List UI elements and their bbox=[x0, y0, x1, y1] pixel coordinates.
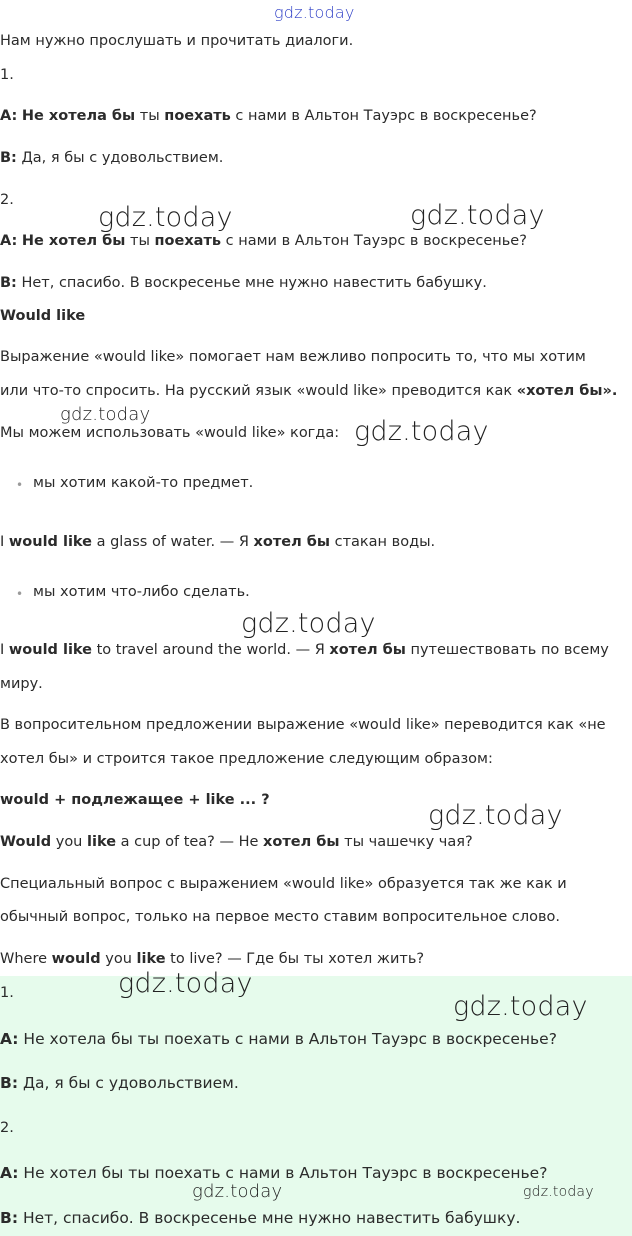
bold-phrase: like bbox=[136, 951, 166, 967]
text-part: ты чашечку чая? bbox=[339, 834, 473, 850]
text-part: с нами в Альтон Тауэрс в воскресенье? bbox=[221, 233, 527, 249]
speaker-a-label: A: bbox=[0, 1164, 19, 1182]
dialog-1-line-b bbox=[0, 150, 223, 166]
theory-heading: Would like bbox=[0, 308, 86, 324]
theory-p4-line1: Специальный вопрос с выражением «would like» образуется так же как и bbox=[0, 876, 567, 892]
text-part: I bbox=[0, 534, 9, 550]
text-part: Нет, спасибо. В воскресенье мне нужно навестить бабушку. bbox=[16, 275, 487, 291]
text-part: Не хотел бы ты поехать с нами в Альтон Тауэрс в воскресенье? bbox=[18, 1164, 548, 1182]
speaker-b-label: B: bbox=[0, 1209, 19, 1227]
bold-phrase: would like bbox=[8, 642, 92, 658]
watermark: gdz.today bbox=[410, 200, 545, 231]
dialog-1-number: 1. bbox=[0, 67, 14, 83]
speaker-b-label: B: bbox=[0, 275, 17, 291]
bullet-item-2: мы хотим что-либо сделать. bbox=[33, 584, 250, 600]
text-part: to live? — Где бы ты хотел жить? bbox=[165, 951, 425, 967]
watermark: gdz.today bbox=[523, 1184, 594, 1200]
bold-phrase: поехать bbox=[154, 233, 222, 249]
theory-p3-line2: хотел бы» и строится такое предложение следующим образом: bbox=[0, 751, 493, 767]
text-part: you bbox=[51, 834, 87, 850]
answer-number-2: 2. bbox=[0, 1120, 14, 1136]
speaker-a-label: A: bbox=[0, 108, 18, 124]
example-4 bbox=[0, 951, 424, 967]
watermark: gdz.today bbox=[453, 991, 588, 1022]
bold-phrase: would like bbox=[8, 534, 92, 550]
bold-phrase: Would bbox=[0, 834, 52, 850]
speaker-a-label: A: bbox=[0, 233, 18, 249]
bold-phrase: Не хотел бы bbox=[21, 233, 126, 249]
answer-line-b2 bbox=[0, 1209, 520, 1227]
text-part: стакан воды. bbox=[330, 534, 436, 550]
text-part: I bbox=[0, 642, 9, 658]
bold-phrase: would bbox=[51, 951, 101, 967]
watermark: gdz.today bbox=[192, 1181, 283, 1202]
speaker-a-label: A: bbox=[0, 1030, 19, 1048]
example-3 bbox=[0, 834, 473, 850]
text-part: с нами в Альтон Тауэрс в воскресенье? bbox=[230, 108, 537, 124]
bold-phrase: Не хотела бы bbox=[21, 108, 136, 124]
dialog-2-number: 2. bbox=[0, 192, 14, 208]
watermark: gdz.today bbox=[274, 3, 355, 22]
text-part: a cup of tea? — Не bbox=[116, 834, 264, 850]
bullet-item-1: мы хотим какой-то предмет. bbox=[33, 475, 254, 491]
text-part: путешествовать по всему bbox=[405, 642, 609, 658]
formula: would + подлежащее + like ... ? bbox=[0, 792, 270, 808]
watermark: gdz.today bbox=[428, 800, 563, 831]
speaker-b-label: B: bbox=[0, 150, 17, 166]
watermark: gdz.today bbox=[118, 968, 253, 999]
dialog-2-line-b bbox=[0, 275, 487, 291]
example-1 bbox=[0, 534, 435, 550]
text-part: a glass of water. — Я bbox=[92, 534, 254, 550]
theory-p2: Мы можем использовать «would like» когда: bbox=[0, 425, 340, 441]
dialog-1-line-a bbox=[0, 108, 537, 124]
text-part: Не хотела бы ты поехать с нами в Альтон Тауэрс в воскресенье? bbox=[18, 1030, 557, 1048]
text-part: ты bbox=[135, 108, 165, 124]
text-part: to travel around the world. — Я bbox=[92, 642, 330, 658]
bullet-dot-icon: • bbox=[16, 587, 24, 601]
answer-line-b1 bbox=[0, 1074, 239, 1092]
intro-text: Нам нужно прослушать и прочитать диалоги. bbox=[0, 33, 354, 49]
text-part: или что-то спросить. На русский язык «would like» преводится как bbox=[0, 383, 517, 399]
bold-phrase: хотел бы bbox=[263, 834, 340, 850]
example-2-line2: миру. bbox=[0, 676, 43, 692]
bullet-dot-icon: • bbox=[16, 478, 24, 492]
bold-phrase: «хотел бы». bbox=[516, 383, 618, 399]
text-part: Да, я бы с удовольствием. bbox=[16, 150, 224, 166]
watermark: gdz.today bbox=[354, 416, 489, 447]
theory-p1-line1: Выражение «would like» помогает нам вежливо попросить то, что мы хотим bbox=[0, 349, 586, 365]
example-2 bbox=[0, 642, 609, 658]
answer-line-a2 bbox=[0, 1164, 547, 1182]
theory-p4-line2: обычный вопрос, только на первое место ставим вопросительное слово. bbox=[0, 909, 560, 925]
answer-line-a1 bbox=[0, 1030, 557, 1048]
bold-phrase: like bbox=[87, 834, 117, 850]
theory-p1-line2 bbox=[0, 383, 617, 399]
answer-number-1: 1. bbox=[0, 985, 14, 1001]
dialog-2-line-a bbox=[0, 233, 527, 249]
bold-phrase: хотел бы bbox=[329, 642, 406, 658]
text-part: Да, я бы с удовольствием. bbox=[18, 1074, 239, 1092]
text-part: Where bbox=[0, 951, 52, 967]
bold-phrase: хотел бы bbox=[253, 534, 330, 550]
watermark: gdz.today bbox=[241, 608, 376, 639]
bold-phrase: поехать bbox=[164, 108, 231, 124]
text-part: you bbox=[100, 951, 137, 967]
speaker-b-label: B: bbox=[0, 1074, 19, 1092]
watermark: gdz.today bbox=[60, 404, 151, 425]
watermark: gdz.today bbox=[98, 202, 233, 233]
theory-p3-line1: В вопросительном предложении выражение «would like» переводится как «не bbox=[0, 717, 606, 733]
text-part: ты bbox=[125, 233, 155, 249]
text-part: Нет, спасибо. В воскресенье мне нужно навестить бабушку. bbox=[18, 1209, 521, 1227]
